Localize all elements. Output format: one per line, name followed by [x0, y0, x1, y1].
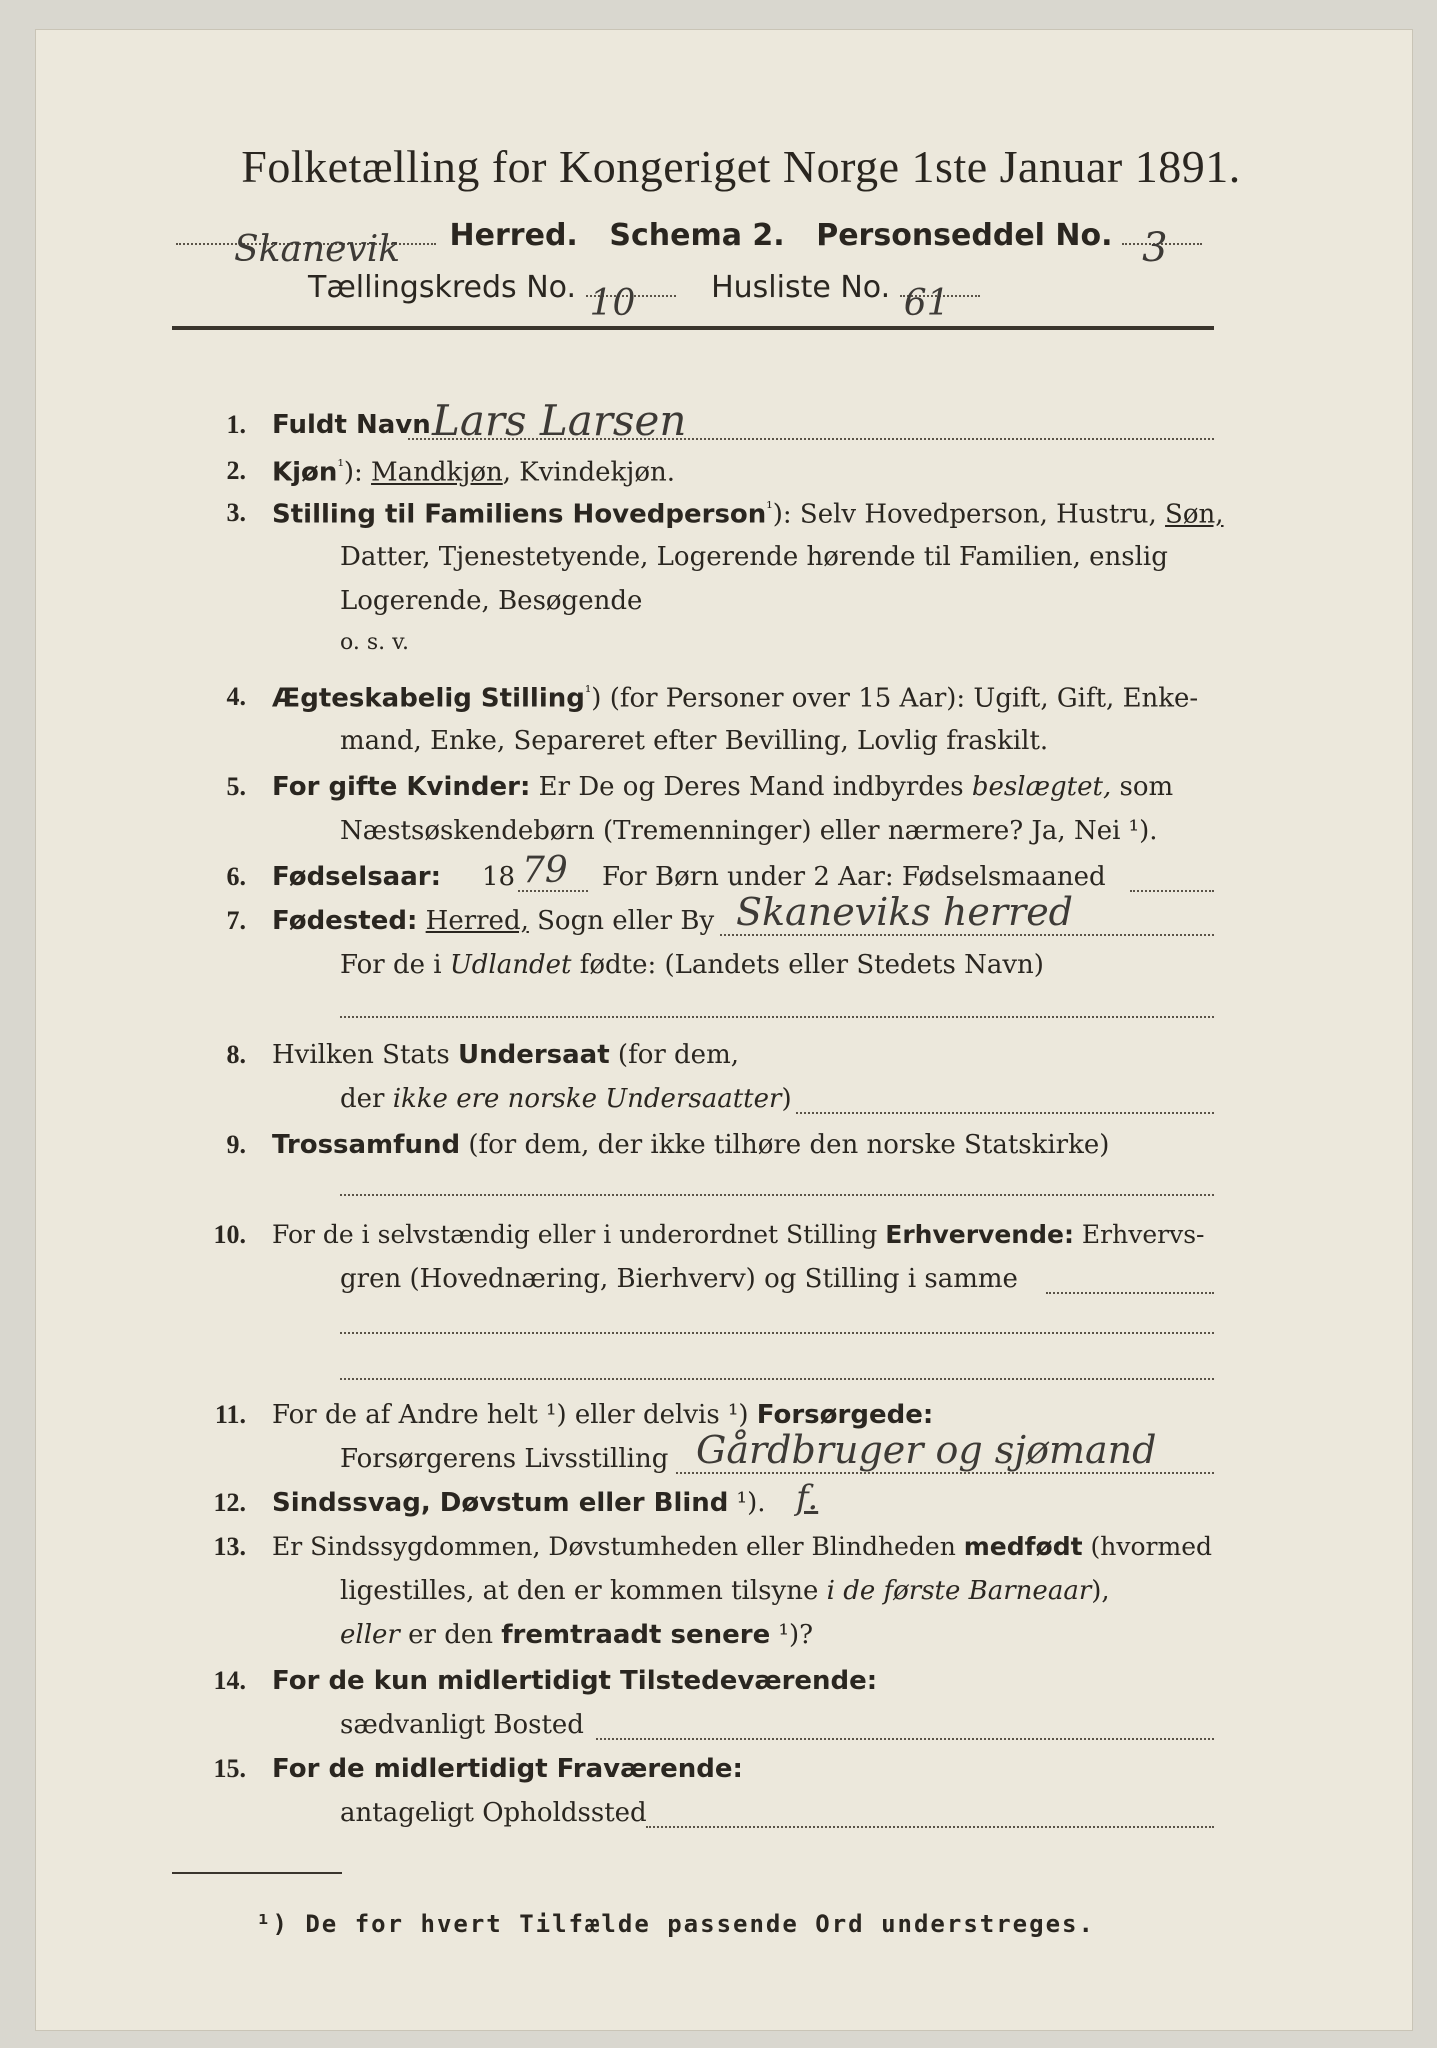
schema-label: Schema 2. — [609, 218, 785, 253]
kreds-label: Tællingskreds No. — [308, 270, 576, 305]
field-12-value: f. — [796, 1478, 819, 1518]
field-6-number: 6. — [226, 862, 246, 891]
census-form-page — [36, 30, 1412, 2030]
field-15-line2: antageligt Opholdssted — [340, 1798, 647, 1828]
field-7-rest: Sogn eller By — [528, 906, 715, 936]
field-2-text — [272, 456, 675, 488]
field-13-line2a: ligestilles, at den er kommen tilsyne — [340, 1576, 827, 1606]
field-8-line1c: (for dem, — [609, 1040, 739, 1070]
footnote-divider — [172, 1872, 342, 1874]
field-3-line2: Datter, Tjenestetyende, Logerende hørende til Familien, enslig — [340, 542, 1168, 572]
field-5-number: 5. — [226, 772, 246, 801]
field-13-line3d: ¹)? — [770, 1620, 814, 1650]
field-12-label: Sindssvag, Døvstum eller Blind — [272, 1488, 729, 1518]
field-14-line2: sædvanligt Bosted — [340, 1710, 584, 1740]
field-13-line2 — [340, 1576, 1110, 1606]
header-divider — [172, 326, 1214, 330]
field-1-row — [36, 396, 1412, 450]
field-6-row — [36, 850, 1412, 902]
field-10-text — [272, 1220, 1204, 1249]
field-3-text — [272, 498, 1224, 530]
field-13-number: 13. — [213, 1532, 246, 1561]
field-12-text — [272, 1488, 766, 1518]
field-13-line1c: (hvormed — [1082, 1532, 1212, 1561]
field-5-line2: Næstsøskendebørn (Tremenninger) eller nærmere? Ja, Nei ¹). — [340, 816, 1158, 846]
field-13-text — [272, 1532, 1212, 1561]
field-13-line2b: i de første Barneaar — [826, 1576, 1092, 1606]
field-6-rest: For Børn under 2 Aar: Fødselsmaaned — [602, 862, 1106, 892]
herred-label: Herred. — [449, 218, 578, 253]
field-3-label: Stilling til Familiens Hovedperson — [272, 499, 767, 530]
field-11-text — [272, 1400, 933, 1430]
field-13-line2c: ), — [1091, 1576, 1110, 1606]
field-7-line2c: fødte: (Landets eller Stedets Navn) — [571, 950, 1044, 980]
personseddel-no-value: 3 — [1142, 225, 1168, 271]
field-15-number: 15. — [213, 1754, 246, 1783]
field-8-line1a: Hvilken Stats — [272, 1040, 458, 1070]
kreds-line — [308, 270, 1208, 324]
field-6-prefix: 18 — [482, 862, 516, 892]
field-12-row — [36, 1478, 1412, 1528]
field-1-number: 1. — [226, 410, 246, 439]
field-14-number: 14. — [213, 1666, 246, 1695]
field-13-line1a: Er Sindssygdommen, Døvstumheden eller Blindheden — [272, 1532, 964, 1561]
field-3-number: 3. — [226, 498, 246, 527]
field-12-tail: ¹). — [728, 1488, 766, 1518]
field-3-line4: o. s. v. — [340, 630, 409, 655]
field-13-line3 — [340, 1620, 813, 1650]
field-10-line2: gren (Hovednæring, Bierhverv) og Stilling i samme — [340, 1264, 1018, 1294]
field-10-line1c: Erhvervs- — [1073, 1220, 1205, 1249]
field-7-row — [36, 890, 1412, 946]
field-3-selected-option: Søn, — [1165, 499, 1224, 530]
field-8-line2a: der — [340, 1084, 393, 1114]
field-7-text — [272, 906, 714, 936]
field-9-text — [272, 1130, 1109, 1160]
field-9-rest: (for dem, der ikke tilhøre den norske Statskirke) — [460, 1130, 1110, 1160]
field-7-label: Fødested: — [272, 906, 418, 936]
field-8-line2 — [340, 1084, 792, 1114]
field-15-label: For de midlertidigt Fraværende: — [272, 1754, 743, 1784]
field-2-note: ¹ — [337, 456, 344, 475]
field-2-row — [36, 456, 1412, 496]
field-11-line1a: For de af Andre helt ¹) eller delvis ¹) — [272, 1400, 757, 1430]
field-4-number: 4. — [226, 682, 246, 711]
field-11-line1b: Forsørgede: — [756, 1400, 934, 1430]
field-7-number: 7. — [226, 906, 246, 935]
field-13-line3b: er den — [399, 1620, 502, 1650]
field-5-text — [272, 772, 1173, 802]
field-7-selected-option: Herred, — [425, 906, 529, 936]
field-2-option2: , Kvindekjøn. — [502, 457, 675, 488]
field-11-value: Gårdbruger og sjømand — [696, 1428, 1157, 1472]
field-9-label: Trossamfund — [272, 1130, 461, 1160]
field-3-row — [36, 498, 1412, 538]
field-4-note: ¹ — [584, 682, 592, 701]
field-5-line1c: som — [1111, 772, 1174, 802]
field-3-line3: Logerende, Besøgende — [340, 586, 643, 616]
field-8-line2c: ) — [781, 1084, 792, 1114]
field-8-line1b: Undersaat — [457, 1040, 610, 1070]
husliste-label: Husliste No. — [711, 270, 891, 305]
field-13-row — [36, 1532, 1412, 1572]
field-3-note: ¹ — [766, 498, 773, 517]
field-10-line1a: For de i selvstændig eller i underordnet Stilling — [272, 1220, 886, 1249]
form-title: Folketælling for Kongeriget Norge 1ste Januar 1891. — [241, 141, 1241, 192]
footnote: ¹) De for hvert Tilfælde passende Ord understreges. — [256, 1910, 1095, 1938]
field-8-number: 8. — [226, 1040, 246, 1069]
field-13-line1b: medfødt — [963, 1532, 1083, 1561]
field-11-number: 11. — [214, 1400, 246, 1429]
field-10-line1b: Erhvervende: — [885, 1220, 1074, 1249]
field-6-value: 79 — [522, 850, 568, 891]
herred-line — [176, 218, 1276, 271]
field-8-line2b: ikke ere norske Undersaatter — [392, 1084, 782, 1114]
personseddel-label: Personseddel No. — [816, 218, 1113, 253]
field-4-row — [36, 682, 1412, 722]
kreds-no-value: 10 — [589, 283, 636, 324]
field-12-number: 12. — [213, 1488, 246, 1517]
field-5-line1b: beslægtet, — [971, 772, 1112, 802]
field-14-label: For de kun midlertidigt Tilstedeværende: — [272, 1666, 878, 1696]
field-9-number: 9. — [226, 1130, 246, 1159]
field-15-row — [36, 1754, 1412, 1794]
field-7-line2 — [340, 950, 1044, 980]
field-7-value: Skaneviks herred — [736, 890, 1074, 934]
field-5-label: For gifte Kvinder: — [272, 772, 531, 802]
field-2-number: 2. — [226, 456, 246, 485]
field-10-number: 10. — [213, 1220, 246, 1249]
field-2-selected-option: Mandkjøn — [371, 457, 503, 488]
field-10-row — [36, 1220, 1412, 1260]
field-3-line1: ): Selv Hovedperson, Hustru, — [772, 499, 1166, 530]
field-6-label: Fødselsaar: — [272, 862, 441, 892]
field-4-text — [272, 682, 1198, 714]
field-2-label: Kjøn — [272, 457, 338, 488]
field-2-tail: ): — [343, 457, 372, 488]
field-8-text — [272, 1040, 739, 1070]
field-7-line2a: For de i — [340, 950, 450, 980]
field-11-line2: Forsørgerens Livsstilling — [340, 1444, 669, 1474]
field-4-label: Ægteskabelig Stilling — [272, 683, 585, 714]
field-7-line2b: Udlandet — [449, 950, 572, 980]
field-1-label: Fuldt Navn — [272, 410, 431, 440]
husliste-no-value: 61 — [903, 283, 950, 324]
field-5-line1a: Er De og Deres Mand indbyrdes — [530, 772, 972, 802]
field-9-row — [36, 1130, 1412, 1170]
field-13-line3a: eller — [340, 1620, 400, 1650]
field-8-row — [36, 1040, 1412, 1080]
field-5-row — [36, 772, 1412, 812]
herred-name-value: Skanevik — [234, 229, 401, 270]
field-4-line1: ) (for Personer over 15 Aar): Ugift, Gift, Enke- — [591, 683, 1199, 714]
field-1-value: Lars Larsen — [432, 396, 687, 445]
field-4-line2: mand, Enke, Separeret efter Bevilling, Lovlig fraskilt. — [340, 726, 1049, 756]
field-13-line3c: fremtraadt senere — [501, 1620, 771, 1650]
field-14-row — [36, 1666, 1412, 1706]
